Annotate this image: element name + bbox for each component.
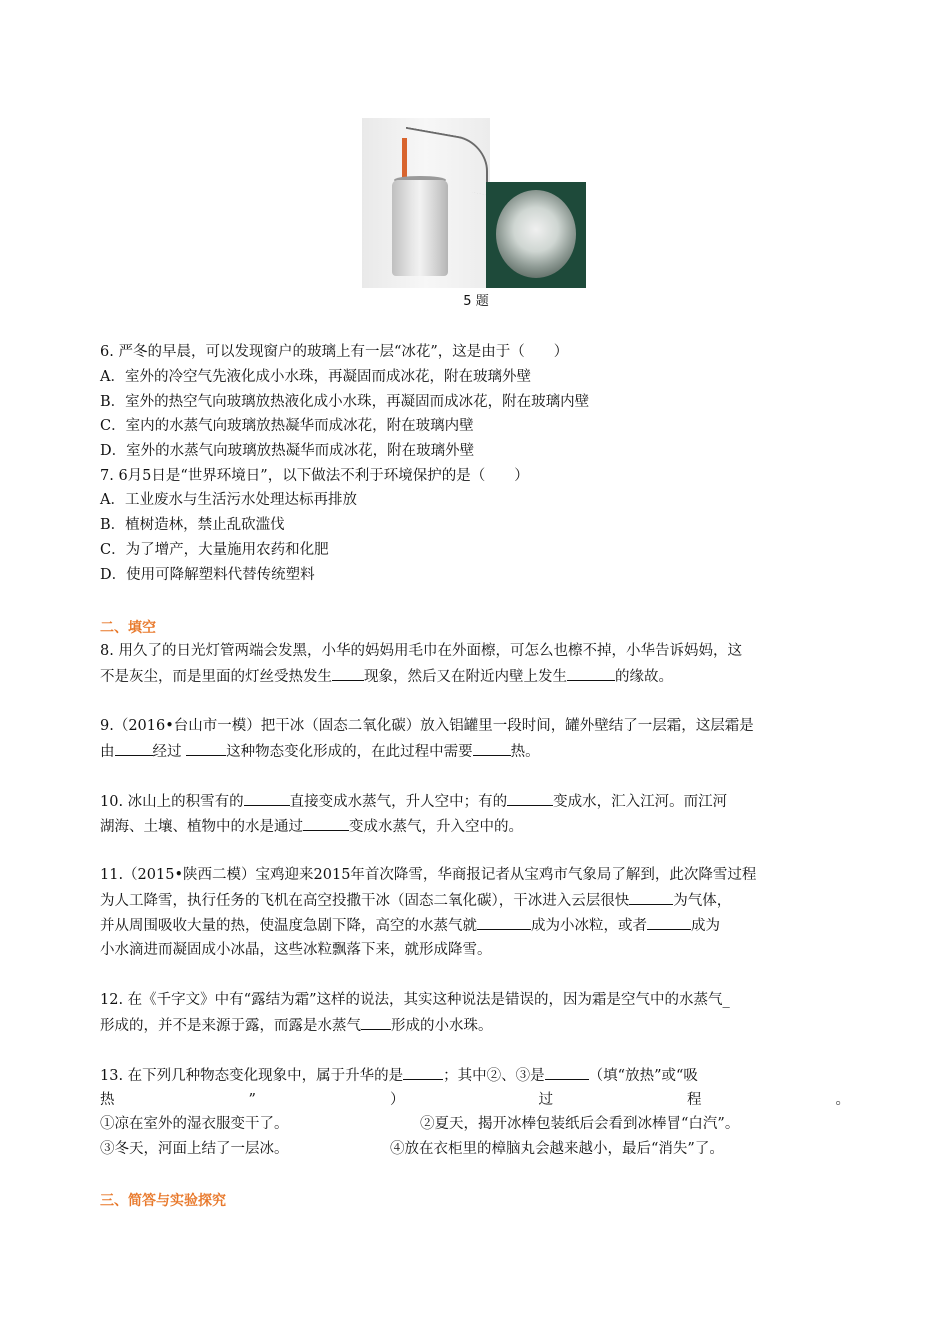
q13-line2-part: 过 — [538, 1092, 553, 1108]
q7-option-c: C．为了增产，大量施用农药和化肥 — [100, 542, 329, 558]
q11-text-a: 为人工降雪，执行任务的飞机在高空投撒干冰（固态二氧化碳），干冰进入云层很快 — [100, 893, 630, 909]
ice-glass-image — [486, 182, 586, 288]
q13-line2 — [100, 1090, 850, 1110]
q8-text-a: 不是灰尘，而是里面的灯丝受热发生 — [100, 669, 332, 685]
q13-blank-2[interactable] — [545, 1065, 589, 1080]
q6-option-d: D．室外的水蒸气向玻璃放热凝华而成冰花，附在玻璃外壁 — [100, 443, 475, 459]
q13-line2-part: ” — [248, 1092, 256, 1108]
q9-blank-2[interactable] — [186, 741, 226, 756]
q11-text-d: 成为小冰粒，或者 — [531, 918, 647, 934]
q7-option-b: B．植树造林，禁止乱砍滥伐 — [100, 517, 285, 533]
q7-stem: 7. 6月5日是“世界环境日”，以下做法不利于环境保护的是（ ） — [100, 468, 529, 484]
q13-text-c: （填“放热”或“吸 — [588, 1068, 698, 1084]
q13-item-3: ③冬天，河面上结了一层冰。 — [100, 1141, 289, 1157]
q7-option-a: A．工业废水与生活污水处理达标再排放 — [100, 492, 357, 508]
section-heading-fill-blank: 二、填空 — [100, 620, 156, 636]
q13-item-2: ②夏天，揭开冰棒包装纸后会看到冰棒冒“白汽”。 — [420, 1116, 740, 1132]
q10-line1 — [100, 791, 727, 812]
q8-text-c: 的缘故。 — [615, 669, 673, 685]
q11-text-e: 成为 — [691, 918, 720, 934]
q13-item-4: ④放在衣柜里的樟脑丸会越来越小，最后“消失”了。 — [390, 1141, 724, 1157]
q12-text-b: 形成的小水珠。 — [391, 1018, 493, 1034]
q10-text-c: 变成水，汇入江河。而江河 — [553, 794, 728, 810]
q7-option-d: D．使用可降解塑料代替传统塑料 — [100, 567, 315, 583]
q10-text-d: 湖海、土壤、植物中的水是通过 — [100, 819, 303, 835]
q11-blank-2[interactable] — [477, 915, 531, 930]
q8-line1: 8. 用久了的日光灯管两端会发黑，小华的妈妈用毛巾在外面檫，可怎么也檫不掉，小华告诉妈妈，这 — [100, 643, 742, 659]
q13-text-a: 13. 在下列几种物态变化现象中，属于升华的是 — [100, 1068, 404, 1084]
q9-line2 — [100, 741, 540, 762]
q10-line2 — [100, 816, 523, 837]
q10-blank-3[interactable] — [303, 816, 349, 831]
q10-text-e: 变成水蒸气，升入空中的。 — [349, 819, 523, 835]
q8-blank-2[interactable] — [567, 666, 615, 681]
q13-line2-part: 程 — [686, 1092, 702, 1108]
q11-line3 — [100, 915, 720, 936]
q10-blank-1[interactable] — [244, 791, 290, 806]
q13-blank-1[interactable] — [403, 1065, 443, 1080]
q8-blank-1[interactable] — [332, 666, 364, 681]
q6-option-b: B．室外的热空气向玻璃放热液化成小水珠，再凝固而成冰花，附在玻璃内壁 — [100, 394, 590, 410]
q11-line1: 11.（2015•陕西二模）宝鸡迎来2015年首次降雪，华商报记者从宝鸡市气象局了解到，此次降雪过程 — [100, 867, 757, 883]
figure-caption: 5 题 — [463, 294, 489, 309]
q10-text-a: 10. 冰山上的积雪有的 — [100, 794, 244, 810]
q9-blank-1[interactable] — [115, 741, 153, 756]
q8-line2 — [100, 666, 673, 687]
q10-blank-2[interactable] — [507, 791, 553, 806]
q10-text-b: 直接变成水蒸气，升人空中；有的 — [289, 794, 508, 810]
q11-blank-3[interactable] — [647, 915, 691, 930]
q12-line1: 12. 在《千字文》中有“露结为霜”这样的说法，其实这种说法是错误的，因为霜是空气中的水蒸气_ — [100, 992, 730, 1008]
q6-option-a: A．室外的冷空气先液化成小水珠，再凝固而成冰花，附在玻璃外壁 — [100, 369, 531, 385]
q13-text-b: ；其中②、③是 — [443, 1068, 545, 1084]
q9-text-c: 这种物态变化形成的，在此过程中需要 — [226, 744, 473, 760]
q11-line4: 小水滴进而凝固成小冰晶，这些冰粒飘落下来，就形成降雪。 — [100, 942, 492, 958]
q13-line2-part: 。 — [835, 1092, 850, 1108]
q11-text-c: 并从周围吸收大量的热，使温度急剧下降，高空的水蒸气就 — [100, 918, 477, 934]
q13-item-1: ①凉在室外的湿衣服变干了。 — [100, 1116, 289, 1132]
q12-text-a: 形成的，并不是来源于露，而露是水蒸气 — [100, 1018, 361, 1034]
q11-blank-1[interactable] — [629, 890, 673, 905]
can-straw-image — [362, 118, 490, 288]
q8-text-b: 现象，然后又在附近内壁上发生 — [364, 669, 567, 685]
q11-text-b: 为气体， — [673, 893, 732, 909]
q6-option-c: C．室内的水蒸气向玻璃放热凝华而成冰花，附在玻璃内壁 — [100, 418, 474, 434]
q13-line2-part: 热 — [100, 1092, 115, 1108]
can-body — [392, 180, 448, 276]
q12-blank-1[interactable] — [361, 1015, 391, 1030]
q12-line2 — [100, 1015, 493, 1036]
q9-text-b: 经过 — [152, 744, 187, 760]
section-heading-short-answer: 三、简答与实验探究 — [100, 1193, 226, 1209]
q9-text-a: 由 — [100, 744, 115, 760]
figure-question-5 — [362, 118, 590, 316]
glass-shape — [496, 190, 576, 278]
q13-line1 — [100, 1065, 698, 1086]
q9-blank-3[interactable] — [473, 741, 511, 756]
q11-line2 — [100, 890, 731, 911]
q9-text-d: 热。 — [510, 744, 540, 760]
q6-stem: 6. 严冬的早晨，可以发现窗户的玻璃上有一层“冰花”，这是由于（ ） — [100, 344, 569, 360]
q13-line2-part: ） — [389, 1092, 405, 1108]
q9-line1: 9.（2016•台山市一模）把干冰（固态二氧化碳）放入铝罐里一段时间，罐外壁结了一层霜，这层霜是 — [100, 718, 754, 734]
